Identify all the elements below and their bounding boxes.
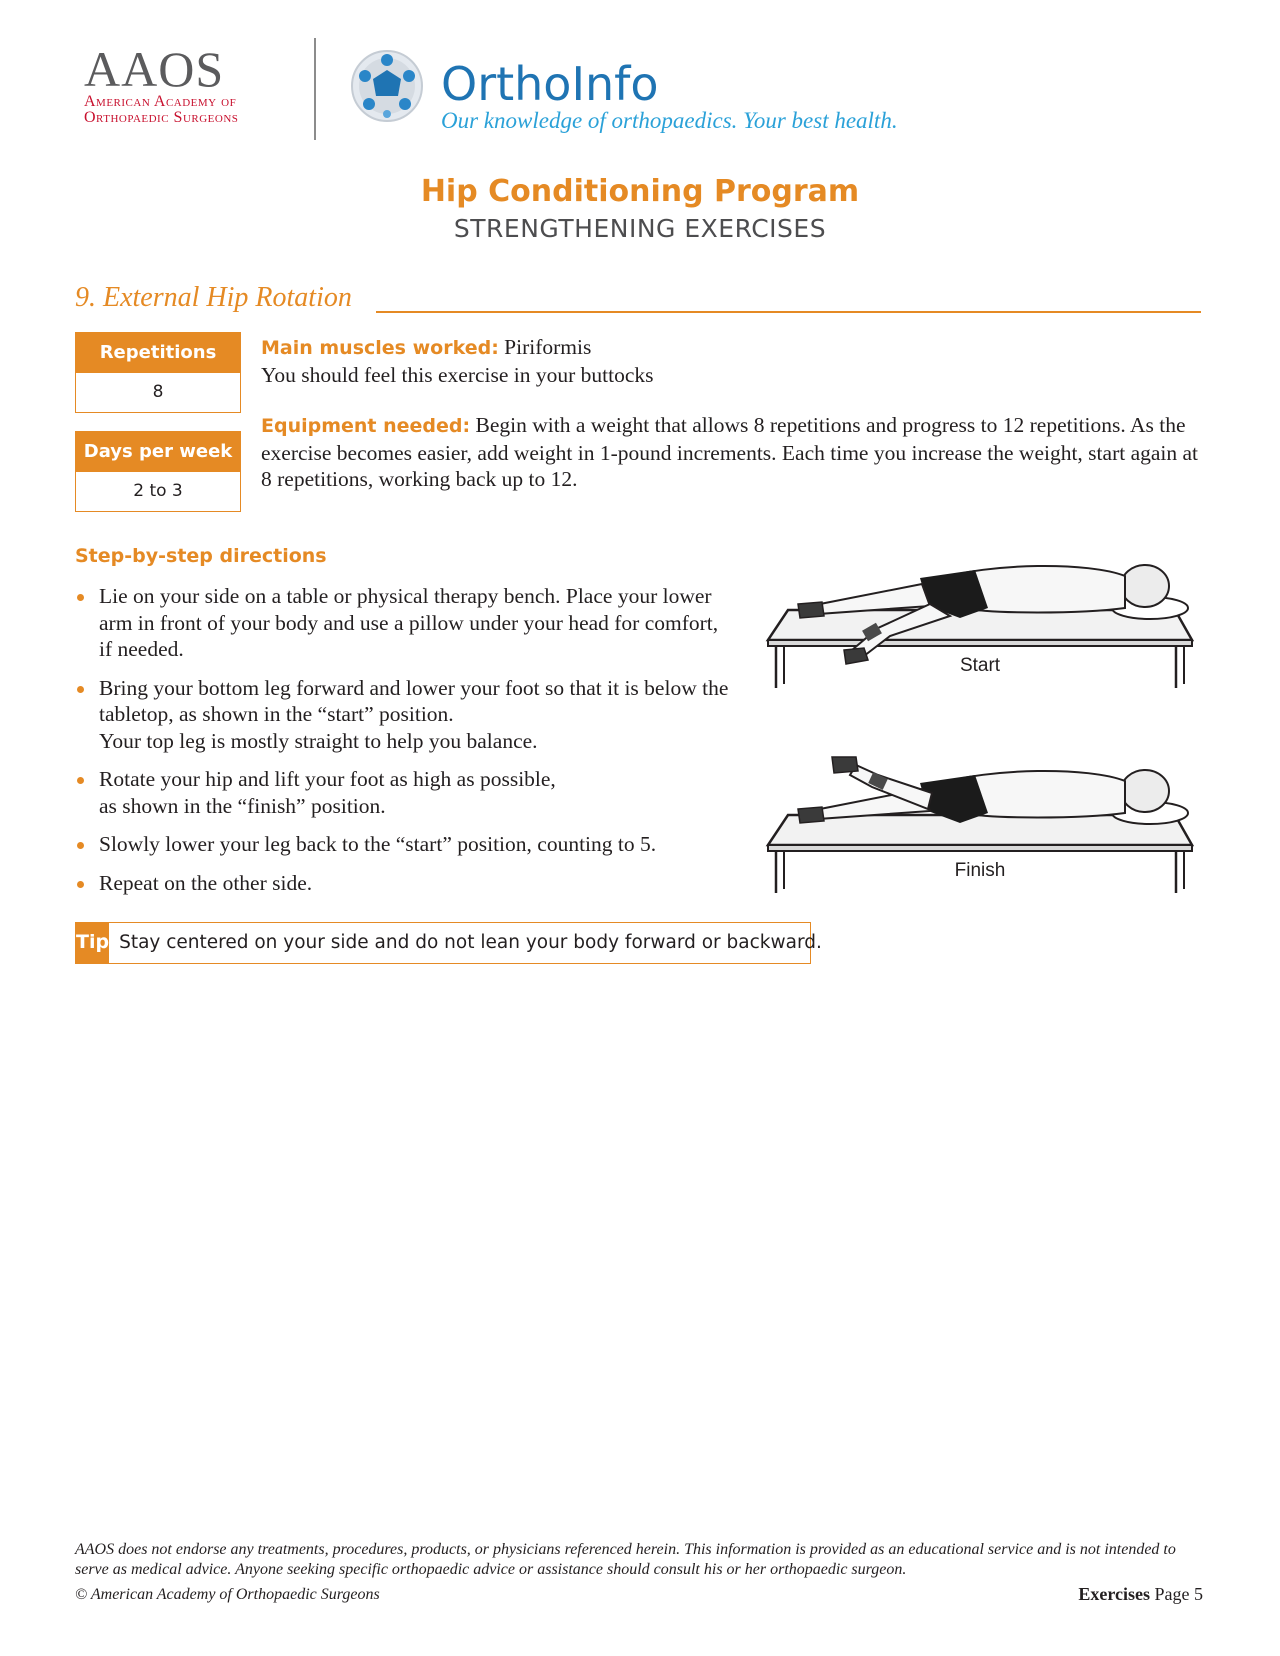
- list-item: [75, 870, 735, 897]
- copyright: © American Academy of Orthopaedic Surgeons: [75, 1586, 380, 1603]
- step-text: Repeat on the other side.: [99, 870, 313, 895]
- equipment-label: Equipment needed:: [261, 415, 471, 437]
- days-per-week-box: [75, 431, 241, 512]
- exercise-title: 9. External Hip Rotation: [75, 282, 352, 313]
- tip-label: Tip: [76, 923, 109, 963]
- step-text: Bring your bottom leg forward and lower your foot so that it is below the tabletop, as shown in the “start” position.: [99, 675, 729, 726]
- step-text: Slowly lower your leg back to the “start” position, counting to 5.: [99, 832, 657, 856]
- list-item: [75, 583, 735, 663]
- repetitions-box: [75, 332, 241, 413]
- start-caption: Start: [959, 655, 1001, 676]
- days-per-week-label: Days per week: [76, 432, 240, 472]
- muscles-label: Main muscles worked:: [261, 337, 499, 359]
- header-divider: [314, 38, 316, 140]
- directions-title: Step-by-step directions: [75, 545, 327, 567]
- finish-caption: Finish: [954, 860, 1006, 881]
- orthoinfo-name: OrthoInfo: [441, 57, 659, 111]
- step-text: as shown in the “finish” position.: [99, 793, 386, 818]
- program-subtitle: STRENGTHENING EXERCISES: [453, 214, 827, 243]
- section-rule: [376, 311, 1201, 313]
- program-title: Hip Conditioning Program: [420, 174, 860, 209]
- equipment-text: Begin with a weight that allows 8 repetitions and progress to 12 repetitions. As the exercise becomes easier, add weight in 1-pound increments. Each time you increase the weight, start again at 8 repetitions, working back up to 12.: [261, 413, 1199, 491]
- repetitions-label: Repetitions: [76, 333, 240, 373]
- step-text: Rotate your hip and lift your foot as high as possible,: [99, 767, 556, 791]
- bullet-icon: [77, 686, 84, 693]
- disclaimer: AAOS does not endorse any treatments, procedures, products, or physicians referenced herein. This information is provided as an educational service and is not intended to serve as medical advice. Anyone seeking specific orthopaedic advice or assistance should consult his or her orthopaedic surgeon.: [75, 1541, 1176, 1578]
- bullet-icon: [77, 777, 84, 784]
- aaos-logo: [84, 41, 294, 126]
- repetitions-value: 8: [152, 382, 164, 402]
- page-number: [1078, 1584, 1203, 1605]
- equipment-info: [261, 412, 1211, 493]
- muscles-value: Piriformis: [504, 335, 592, 359]
- orthoinfo-tagline: Our knowledge of orthopaedics. Your best health.: [441, 108, 898, 133]
- step-text: Lie on your side on a table or physical therapy bench. Place your lower arm in front of your body and use a pillow under your head for comfort, if needed.: [99, 584, 719, 661]
- aaos-wordmark: AAOS: [84, 41, 225, 97]
- tip-box: [75, 922, 822, 964]
- orthoinfo-globe-icon: [349, 48, 425, 124]
- days-per-week-value: 2 to 3: [133, 481, 183, 501]
- list-item: [75, 675, 735, 755]
- page-section: Exercises: [1078, 1584, 1150, 1604]
- aaos-name-line1: American Academy of: [84, 93, 237, 110]
- page-label: Page 5: [1154, 1584, 1203, 1604]
- muscles-info: [261, 334, 1211, 388]
- feel-text: You should feel this exercise in your buttocks: [261, 362, 654, 387]
- tip-text: Stay centered on your side and do not lean your body forward or backward.: [119, 932, 822, 953]
- aaos-name-line2: Orthopaedic Surgeons: [84, 109, 239, 126]
- bullet-icon: [77, 842, 84, 849]
- directions-list: [75, 583, 735, 908]
- step-text: Your top leg is mostly straight to help you balance.: [99, 728, 538, 753]
- bullet-icon: [77, 881, 84, 888]
- bullet-icon: [77, 594, 84, 601]
- list-item: [75, 831, 735, 858]
- list-item: [75, 766, 735, 819]
